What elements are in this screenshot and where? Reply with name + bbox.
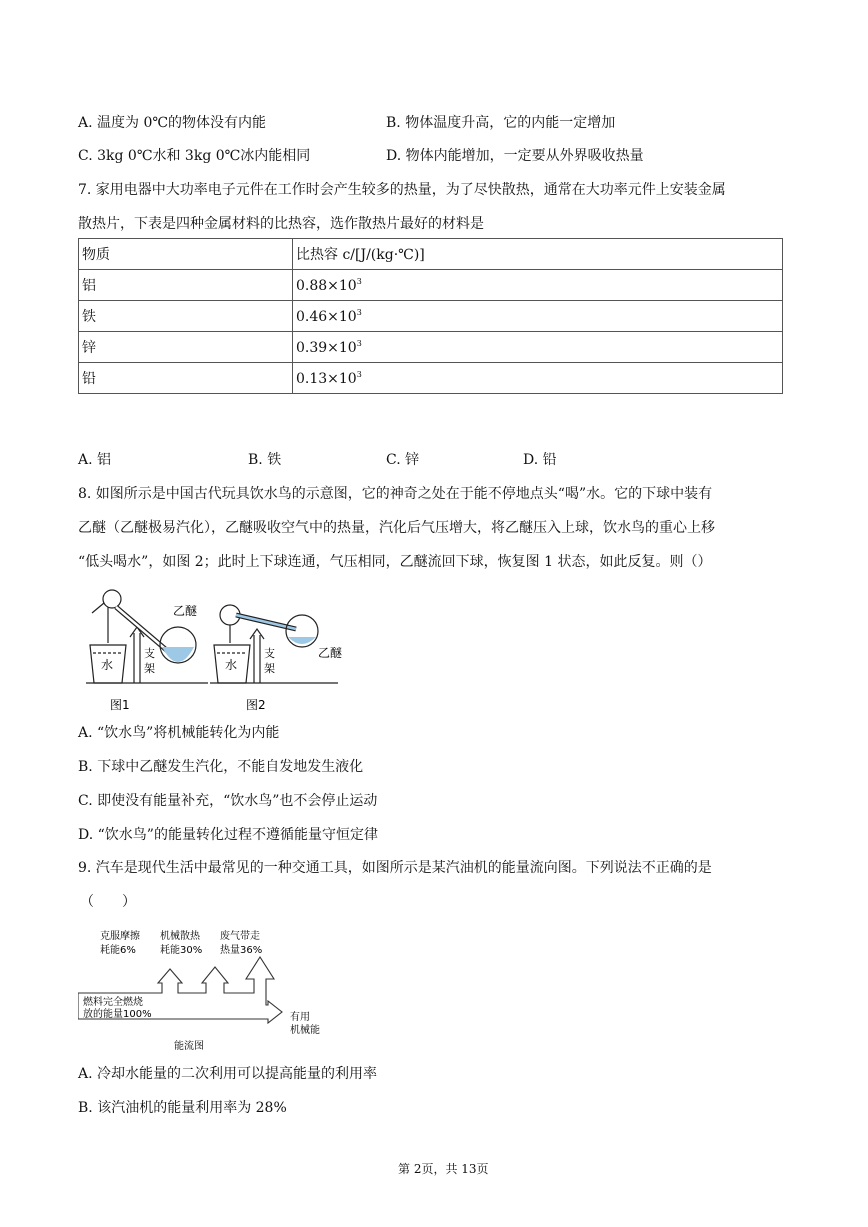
table-cell-value: $0.46\times 10^3$ [293, 301, 783, 332]
q6-option-b: B. 物体温度升高，它的内能一定增加 [386, 115, 616, 131]
q8-option-c: C. 即使没有能量补充，“饮水鸟”也不会停止运动 [78, 793, 378, 809]
ether-label-1: 乙醚 [173, 604, 198, 618]
page-number: 第 2页，共 13页 [398, 1162, 489, 1176]
friction-label-line2: 耗能6% [100, 945, 136, 956]
table-cell-material: 铅 [79, 363, 293, 394]
ether-label-2: 乙醚 [318, 646, 343, 660]
q6-option-c: C. 3kg 0℃水和 3kg 0℃冰内能相同 [78, 148, 311, 164]
table-cell-material: 铝 [79, 270, 293, 301]
table-row [79, 332, 783, 363]
q7-option-c: C. 锌 [386, 452, 420, 468]
specific-heat-table [78, 238, 783, 394]
table-cell-material: 锌 [79, 332, 293, 363]
table-header-cell: 物质 [79, 239, 293, 270]
q9-option-a: A. 冷却水能量的二次利用可以提高能量的利用率 [78, 1066, 378, 1082]
q8-stem-line3: “低头喝水”，如图 2；此时上下球连通，气压相同，乙醚流回下球，恢复图 1 状态，如此反复。则（） [78, 554, 712, 570]
water-label-2: 水 [225, 658, 238, 672]
figure-1-caption: 图1 [110, 698, 130, 712]
mech-heat-label-line1: 机械散热 [160, 931, 200, 942]
exhaust-label-line2: 热量36% [220, 945, 263, 956]
q7-option-d: D. 铅 [523, 452, 557, 468]
table-cell-material: 铁 [79, 301, 293, 332]
friction-label-line1: 克服摩擦 [100, 931, 140, 942]
q9-stem: 9. 汽车是现代生活中最常见的一种交通工具，如图所示是某汽油机的能量流向图。下列说法不正确的是 [78, 860, 712, 876]
fuel-label-line2: 放的能量100% [83, 1009, 152, 1020]
exhaust-label-line1: 废气带走 [220, 931, 260, 942]
q7-stem-line2: 散热片，下表是四种金属材料的比热容，选作散热片最好的材料是 [78, 216, 484, 232]
stand-label-2a: 支 [264, 647, 275, 660]
stand-label-1b: 架 [144, 662, 155, 675]
table-row [79, 301, 783, 332]
table-row [79, 363, 783, 394]
q7-option-a: A. 铝 [78, 452, 112, 468]
figure-2-caption: 图2 [246, 698, 266, 712]
q9-option-b: B. 该汽油机的能量利用率为 28% [78, 1100, 287, 1116]
q9-paren: （ ） [80, 894, 136, 910]
table-cell-value: $0.39\times 10^3$ [293, 332, 783, 363]
q7-option-b: B. 铁 [248, 452, 282, 468]
table-cell-value: $0.13\times 10^3$ [293, 363, 783, 394]
energy-flow-diagram [78, 925, 348, 1055]
table-cell-value: $0.88\times 10^3$ [293, 270, 783, 301]
stand-label-1a: 支 [144, 647, 155, 660]
drinking-bird-figure [78, 585, 368, 715]
q8-option-d: D. “饮水鸟”的能量转化过程不遵循能量守恒定律 [78, 827, 378, 843]
q8-stem-line1: 8. 如图所示是中国古代玩具饮水鸟的示意图，它的神奇之处在于能不停地点头“喝”水。它的下球中装有 [78, 486, 713, 502]
stand-label-2b: 架 [264, 662, 275, 675]
q8-stem-line2: 乙醚（乙醚极易汽化），乙醚吸收空气中的热量，汽化后气压增大，将乙醚压入上球，饮水鸟的重心上移 [78, 520, 715, 536]
q8-option-a: A. “饮水鸟”将机械能转化为内能 [78, 725, 280, 741]
q7-stem-line1: 7. 家用电器中大功率电子元件在工作时会产生较多的热量，为了尽快散热，通常在大功率元件上安装金属 [78, 182, 726, 198]
q8-option-b: B. 下球中乙醚发生汽化，不能自发地发生液化 [78, 759, 364, 775]
table-header-row [79, 239, 783, 270]
useful-label-line2: 机械能 [290, 1025, 320, 1036]
mech-heat-label-line2: 耗能30% [160, 945, 203, 956]
diagram-caption: 能流图 [174, 1041, 204, 1052]
fuel-label-line1: 燃料完全燃烧 [83, 997, 143, 1008]
useful-label-line1: 有用 [290, 1012, 310, 1023]
q6-option-a: A. 温度为 0℃的物体没有内能 [78, 115, 267, 131]
table-row [79, 270, 783, 301]
water-label-1: 水 [101, 658, 114, 672]
q6-option-d: D. 物体内能增加，一定要从外界吸收热量 [386, 148, 644, 164]
table-header-cell: 比热容 c/[J/(kg·℃)] [293, 239, 783, 270]
